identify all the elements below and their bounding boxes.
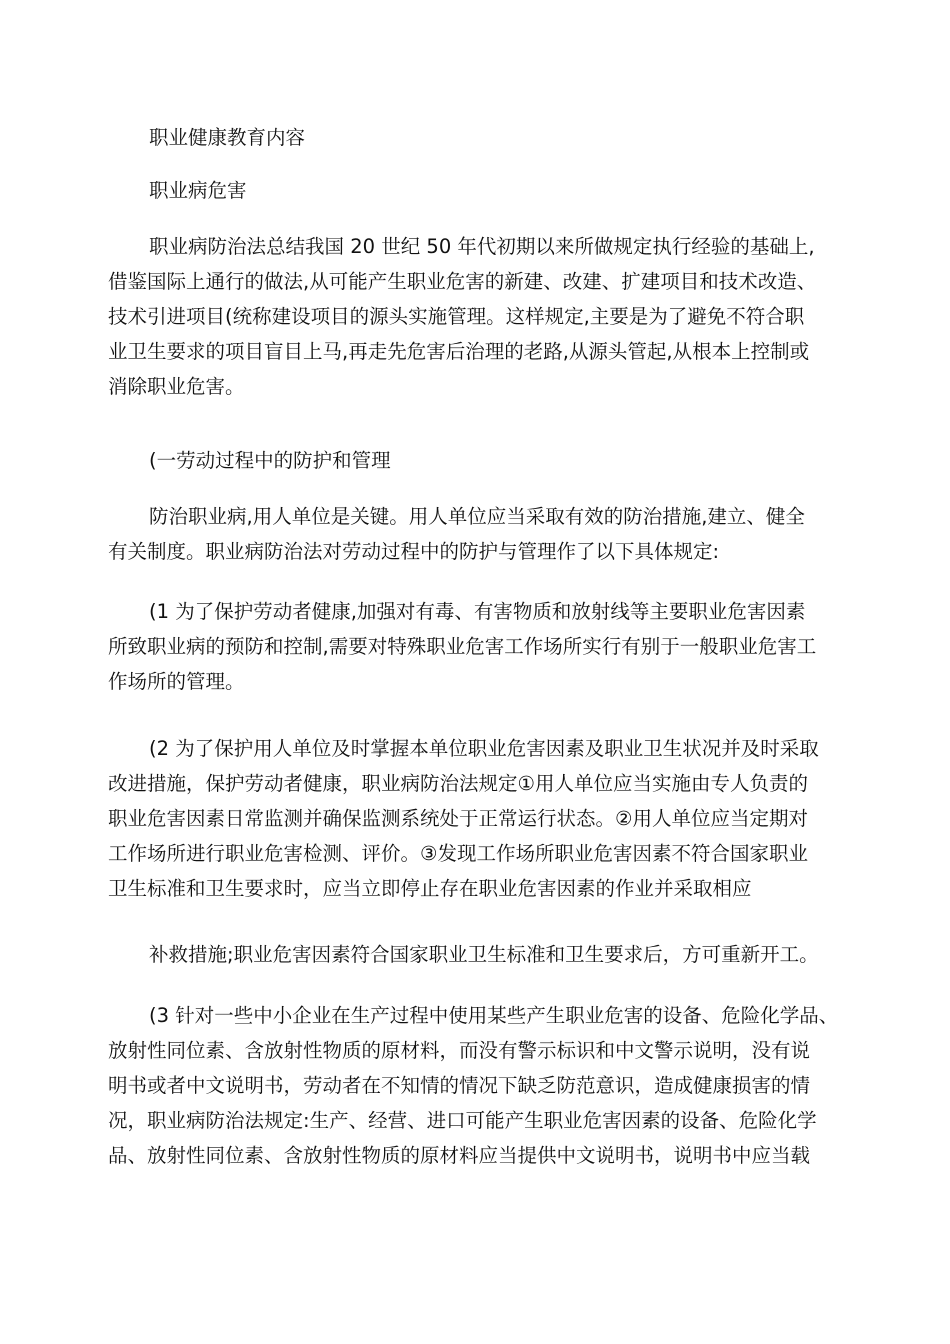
list-item-line: 工作场所进行职业危害检测、评价。③发现工作场所职业危害因素不符合国家职业 — [108, 842, 808, 865]
paragraph-line: 有关制度。职业病防治法对劳动过程中的防护与管理作了以下具体规定: — [108, 540, 720, 563]
list-item-line: 况，职业病防治法规定:生产、经营、进口可能产生职业危害因素的设备、危险化学 — [108, 1109, 817, 1132]
paragraph-line: 职业病防治法总结我国 20 世纪 50 年代初期以来所做规定执行经验的基础上, — [149, 235, 815, 258]
list-item-line: 所致职业病的预防和控制,需要对特殊职业危害工作场所实行有别于一般职业危害工 — [108, 635, 817, 658]
heading-occupational-hazards: 职业病危害 — [149, 179, 247, 202]
list-item-line: 卫生标准和卫生要求时，应当立即停止存在职业危害因素的作业并采取相应 — [108, 877, 752, 900]
paragraph-line: 消除职业危害。 — [108, 375, 245, 398]
paragraph-line: 借鉴国际上通行的做法,从可能产生职业危害的新建、改建、扩建项目和技术改造、 — [108, 270, 817, 293]
list-item-line: 作场所的管理。 — [108, 670, 245, 693]
paragraph-line: 业卫生要求的项目盲目上马,再走先危害后治理的老路,从源头管起,从根本上控制或 — [108, 340, 810, 363]
list-item-line: (2 为了保护用人单位及时掌握本单位职业危害因素及职业卫生状况并及时采取 — [149, 737, 819, 760]
paragraph-line: 技术引进项目(统称建设项目的源头实施管理。这样规定,主要是为了避免不符合职 — [108, 305, 805, 328]
list-item-line: 明书或者中文说明书，劳动者在不知情的情况下缺乏防范意识，造成健康损害的情 — [108, 1074, 811, 1097]
list-item-line: (1 为了保护劳动者健康,加强对有毒、有害物质和放射线等主要职业危害因素 — [149, 600, 806, 623]
list-item-line: (3 针对一些中小企业在生产过程中使用某些产生职业危害的设备、危险化学品、 — [149, 1004, 839, 1027]
section-heading-labor-process: (一劳动过程中的防护和管理 — [149, 449, 391, 472]
list-item-line: 品、放射性同位素、含放射性物质的原材料应当提供中文说明书，说明书中应当载 — [108, 1144, 811, 1167]
list-item-line: 补救措施;职业危害因素符合国家职业卫生标准和卫生要求后，方可重新开工。 — [149, 943, 819, 966]
paragraph-line: 防治职业病,用人单位是关键。用人单位应当采取有效的防治措施,建立、健全 — [149, 505, 805, 528]
list-item-line: 放射性同位素、含放射性物质的原材料，而没有警示标识和中文警示说明，没有说 — [108, 1039, 811, 1062]
list-item-line: 改进措施，保护劳动者健康，职业病防治法规定①用人单位应当实施由专人负责的 — [108, 772, 808, 795]
list-item-line: 职业危害因素日常监测并确保监测系统处于正常运行状态。②用人单位应当定期对 — [108, 807, 808, 830]
heading-occupational-health-education: 职业健康教育内容 — [149, 126, 306, 149]
